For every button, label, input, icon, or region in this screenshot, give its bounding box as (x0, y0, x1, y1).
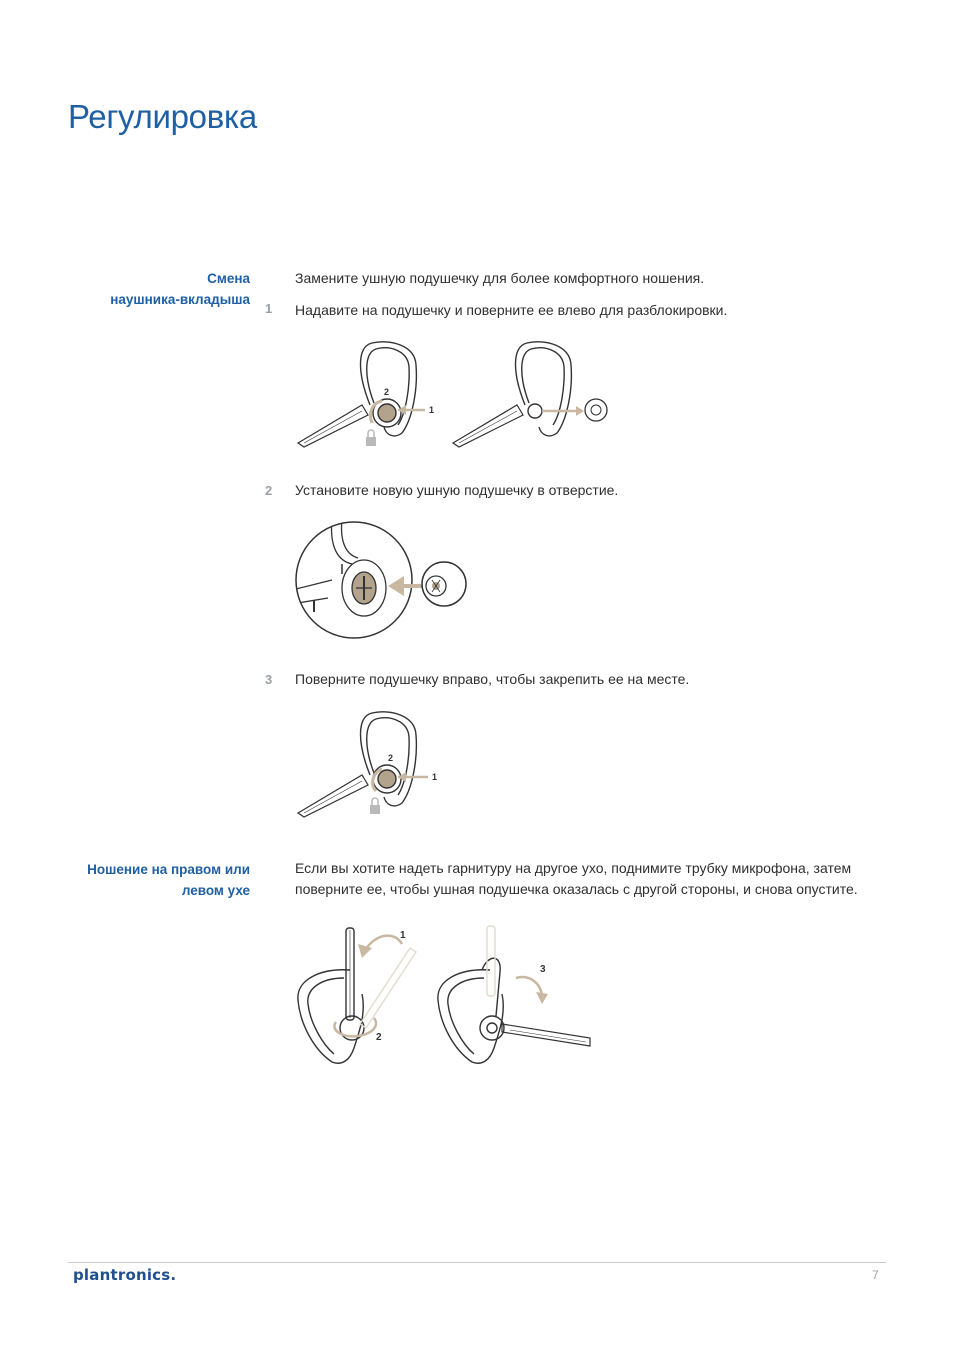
illustration-unlock-eartip (290, 335, 620, 455)
page-number: 7 (872, 1268, 879, 1282)
illustration-insert-eartip (292, 520, 482, 645)
callout-label: 1 (432, 772, 438, 782)
callout-label: 2 (388, 753, 394, 763)
footer-divider (68, 1262, 886, 1263)
step-text: Надавите на подушечку и поверните ее влево для разблокировки. (295, 302, 728, 318)
wear-text (295, 858, 858, 900)
step-number: 3 (265, 672, 273, 687)
illustration-lock-eartip (290, 705, 460, 820)
section-heading-replace (0, 268, 250, 310)
text-line: Если вы хотите надеть гарнитуру на другое ухо, поднимите трубку микрофона, затем (295, 860, 852, 876)
illustration-switch-ear (290, 920, 610, 1070)
text-line: поверните ее, чтобы ушная подушечка оказалась с другой стороны, и снова опустите. (295, 881, 858, 897)
callout-label: 2 (384, 387, 390, 397)
plantronics-logo: plantronics. (73, 1266, 177, 1284)
callout-label: 1 (429, 405, 435, 415)
section-heading-wear (0, 859, 250, 901)
page-title: Регулировка (68, 98, 257, 135)
step-text: Установите новую ушную подушечку в отверстие. (295, 482, 619, 498)
intro-text: Замените ушную подушечку для более комфортного ношения. (295, 270, 705, 286)
heading-line: наушника-вкладыша (110, 292, 250, 307)
step-number: 1 (265, 301, 273, 316)
callout-label: 2 (376, 1032, 382, 1043)
callout-label: 1 (400, 930, 406, 941)
heading-line: левом ухе (181, 883, 250, 898)
heading-line: Смена (207, 271, 250, 286)
heading-line: Ношение на правом или (87, 862, 250, 877)
step-number: 2 (265, 483, 273, 498)
callout-label: 3 (540, 964, 546, 975)
step-text: Поверните подушечку вправо, чтобы закрепить ее на месте. (295, 671, 690, 687)
